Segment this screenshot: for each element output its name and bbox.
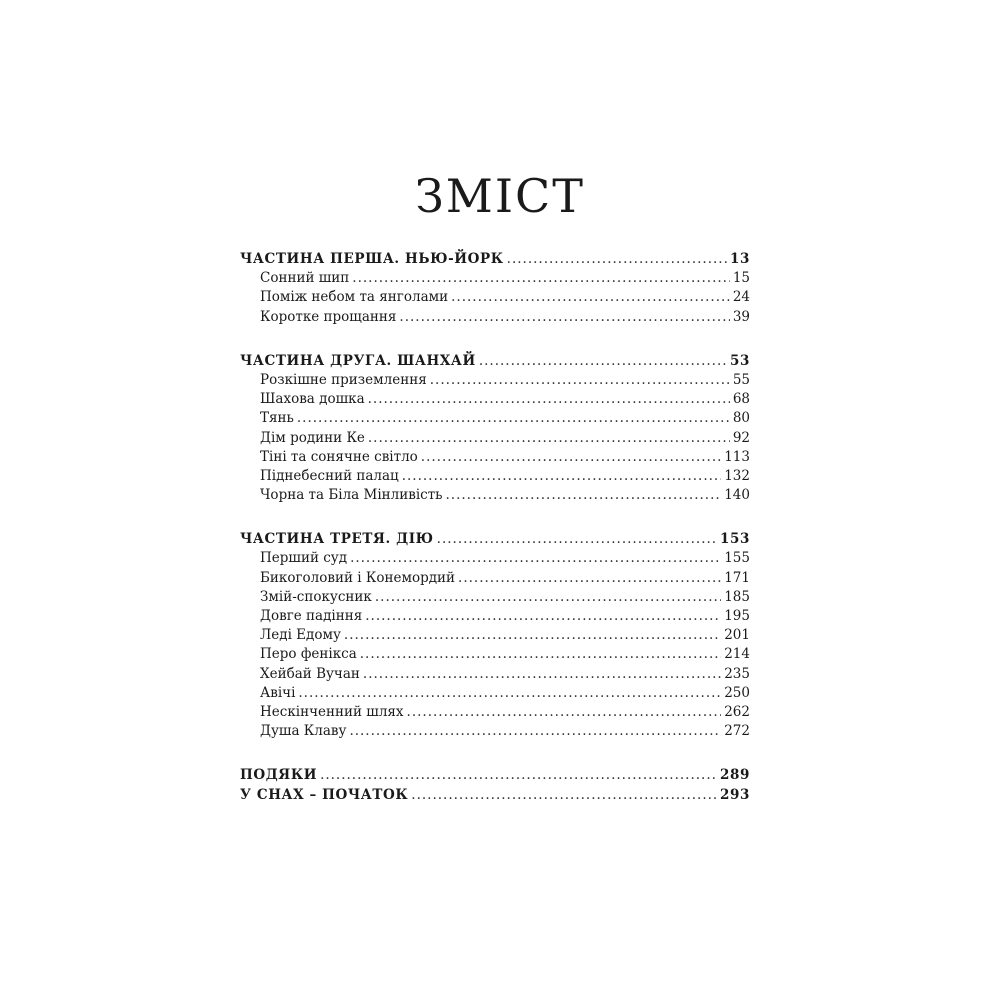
section-spacer xyxy=(240,327,750,352)
page-title: ЗМІСТ xyxy=(415,169,585,223)
toc-page-number: 55 xyxy=(732,371,750,388)
toc-chapter-entry xyxy=(240,588,750,607)
dot-leader xyxy=(363,665,721,684)
dot-leader xyxy=(458,569,721,588)
dot-leader xyxy=(402,467,722,486)
toc-part-title: ЧАСТИНА ДРУГА. ШАНХАЙ xyxy=(240,352,476,369)
toc-page-number: 140 xyxy=(724,487,750,504)
toc-page-number: 39 xyxy=(732,308,750,325)
toc-chapter-entry xyxy=(240,569,750,588)
dot-leader xyxy=(350,549,721,568)
toc-chapter-entry xyxy=(240,269,750,288)
toc-chapter-entry xyxy=(240,390,750,409)
dot-leader xyxy=(365,607,721,626)
toc-chapter-title: Сонний шип xyxy=(260,270,350,287)
toc-page-number: 195 xyxy=(724,608,750,624)
toc-chapter-entry xyxy=(240,308,750,327)
toc-chapter-title: Дім родини Ке xyxy=(260,429,365,446)
dot-leader xyxy=(298,684,721,703)
toc-part-title: ЧАСТИНА ТРЕТЯ. ДІЮ xyxy=(240,531,434,548)
toc-page-number: 113 xyxy=(724,448,750,465)
toc-chapter-title: Довге падіння xyxy=(260,608,363,624)
toc-chapter-title: Піднебесний палац xyxy=(260,467,399,484)
toc-chapter-entry xyxy=(240,607,750,626)
toc-chapter-entry xyxy=(240,429,750,448)
dot-leader xyxy=(399,308,729,327)
toc-page-number: 201 xyxy=(724,627,750,644)
toc-page-number: 13 xyxy=(730,251,750,267)
toc-part-title: ЧАСТИНА ПЕРША. НЬЮ-ЙОРК xyxy=(240,251,504,267)
toc-back-matter-entry xyxy=(240,766,750,785)
dot-leader xyxy=(479,352,727,371)
toc-page-number: 92 xyxy=(732,429,750,446)
toc-chapter-title: Душа Клаву xyxy=(260,723,347,740)
toc-part-title: ПОДЯКИ xyxy=(240,767,318,784)
dot-leader xyxy=(430,371,730,390)
toc-part-title: У СНАХ – ПОЧАТОК xyxy=(240,786,409,803)
toc-chapter-title: Хейбай Вучан xyxy=(260,665,360,682)
toc-page-number: 185 xyxy=(724,588,750,605)
toc-page-number: 132 xyxy=(724,467,750,484)
toc-chapter-title: Шахова дошка xyxy=(260,391,365,408)
toc-chapter-entry xyxy=(240,448,750,467)
section-spacer xyxy=(240,741,750,766)
toc-page-number: 289 xyxy=(720,767,750,784)
toc-part-entry xyxy=(240,352,750,371)
dot-leader xyxy=(507,250,727,269)
toc-chapter-title: Тіні та сонячне світло xyxy=(260,448,418,465)
toc-chapter-entry xyxy=(240,645,750,664)
toc-chapter-title: Авічі xyxy=(260,684,296,701)
toc-chapter-title: Тянь xyxy=(260,410,294,427)
toc-page-number: 235 xyxy=(724,665,750,682)
toc-chapter-entry xyxy=(240,684,750,703)
dot-leader xyxy=(344,626,721,645)
toc-page-number: 53 xyxy=(730,352,750,369)
toc-page-number: 293 xyxy=(720,786,750,803)
dot-leader xyxy=(407,703,722,722)
toc-chapter-title: Перший суд xyxy=(260,550,348,567)
toc-chapter-title: Бикоголовий і Конемордий xyxy=(260,569,456,586)
toc-back-matter-entry xyxy=(240,786,750,805)
toc-chapter-title: Перо фенікса xyxy=(260,646,357,663)
toc-part-entry xyxy=(240,530,750,549)
toc-page-number: 80 xyxy=(732,410,750,427)
toc-chapter-title: Нескінченний шлях xyxy=(260,703,404,720)
dot-leader xyxy=(320,766,717,785)
dot-leader xyxy=(360,645,721,664)
toc-chapter-title: Леді Едому xyxy=(260,627,341,644)
dot-leader xyxy=(411,786,717,805)
toc-chapter-entry xyxy=(240,486,750,505)
toc-chapter-title: Поміж небом та янголами xyxy=(260,289,449,306)
dot-leader xyxy=(375,588,721,607)
table-of-contents xyxy=(240,250,750,805)
toc-page-number: 153 xyxy=(720,531,750,548)
dot-leader xyxy=(446,486,722,505)
toc-page-number: 262 xyxy=(724,703,750,720)
dot-leader xyxy=(297,409,730,428)
toc-chapter-entry xyxy=(240,665,750,684)
toc-chapter-title: Змій-спокусник xyxy=(260,588,372,605)
dot-leader xyxy=(352,269,730,288)
dot-leader xyxy=(368,390,730,409)
toc-page-number: 15 xyxy=(732,270,750,287)
toc-chapter-title: Чорна та Біла Мінливість xyxy=(260,487,443,504)
dot-leader xyxy=(349,722,721,741)
toc-chapter-entry xyxy=(240,703,750,722)
dot-leader xyxy=(421,448,721,467)
toc-chapter-entry xyxy=(240,626,750,645)
toc-chapter-entry xyxy=(240,288,750,307)
dot-leader xyxy=(368,429,730,448)
toc-chapter-entry xyxy=(240,722,750,741)
toc-page-number: 250 xyxy=(724,684,750,701)
toc-chapter-title: Розкішне приземлення xyxy=(260,371,427,388)
toc-chapter-entry xyxy=(240,549,750,568)
toc-chapter-title: Коротке прощання xyxy=(260,308,397,325)
toc-page-number: 155 xyxy=(724,550,750,567)
toc-page-number: 272 xyxy=(724,723,750,740)
toc-chapter-entry xyxy=(240,409,750,428)
dot-leader xyxy=(451,288,730,307)
toc-chapter-entry xyxy=(240,467,750,486)
dot-leader xyxy=(437,530,717,549)
section-spacer xyxy=(240,505,750,530)
toc-page-number: 214 xyxy=(724,646,750,663)
toc-chapter-entry xyxy=(240,371,750,390)
toc-page-number: 171 xyxy=(724,569,750,586)
toc-page-number: 68 xyxy=(732,391,750,408)
toc-page-number: 24 xyxy=(732,289,750,306)
toc-part-entry xyxy=(240,250,750,269)
